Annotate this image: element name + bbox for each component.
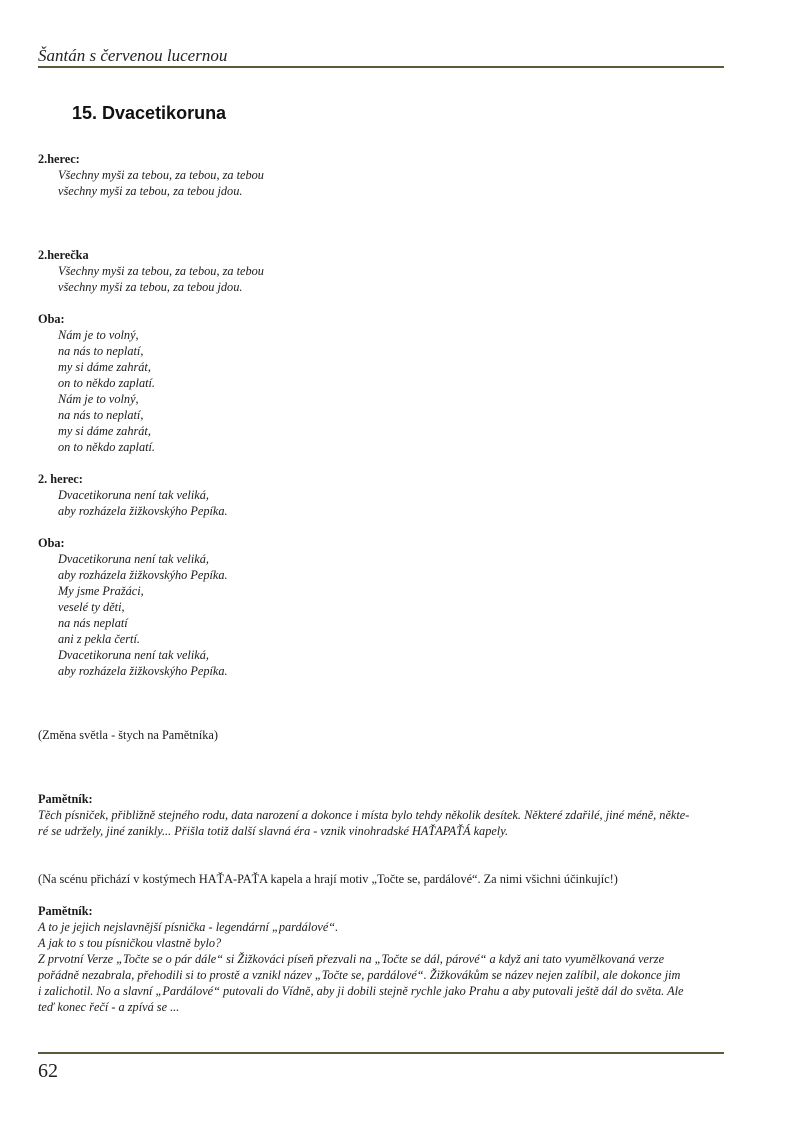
speaker-label: Pamětník: <box>38 904 93 918</box>
verse-line: Všechny myši za tebou, za tebou, za tebou <box>58 264 264 278</box>
spacer <box>38 743 728 791</box>
prose-line: i zalichotil. No a slavní „Pardálové“ putovali do Vídně, aby ji dobili stejně rychle jako Prahu a aby putovali ještě dál do světa. Ale <box>38 984 684 998</box>
verse-line: on to někdo zaplatí. <box>58 440 156 454</box>
verse-line: na nás to neplatí, <box>58 344 144 358</box>
speaker-label: Pamětník: <box>38 792 93 806</box>
verse-line: veselé ty děti, <box>58 600 125 614</box>
prose-line: ré se udržely, jiné zanikly... Přišla totiž další slavná éra - vznik vinohradské HAŤAPAŤÁ kapely. <box>38 824 509 838</box>
prose-line: A jak to s tou písničkou vlastně bylo? <box>38 936 222 950</box>
prose-text <box>38 919 728 1015</box>
running-header-title: Šantán s červenou lucernou <box>38 46 228 65</box>
prose-line: A to je jejich nejslavnější písnička - legendární „pardálové“. <box>38 920 339 934</box>
verse-lines <box>58 263 728 295</box>
verse-line: Nám je to volný, <box>58 392 139 406</box>
dialogue-block-herec2-b <box>38 471 728 519</box>
spacer <box>38 887 728 903</box>
script-content <box>38 151 728 1015</box>
stage-direction: (Změna světla - štych na Pamětníka) <box>38 728 218 742</box>
prose-line: Z prvotní Verze „Točte se o pár dále“ si Žižkováci píseň přezvali na „Točte se dál, párové“ a když ani tato vyumělkovaná verze <box>38 952 665 966</box>
header-divider <box>38 66 724 68</box>
prose-text <box>38 807 728 839</box>
verse-lines <box>58 487 728 519</box>
stage-direction: (Na scénu přichází v kostýmech HAŤA-PAŤA kapela a hrají motiv „Točte se, pardálové“. Za nimi všichni účinkujíc!) <box>38 872 618 886</box>
spacer <box>38 199 728 247</box>
verse-line: Dvacetikoruna není tak veliká, <box>58 488 209 502</box>
spacer <box>38 519 728 535</box>
dialogue-block-herecka2 <box>38 247 728 295</box>
verse-line: všechny myši za tebou, za tebou jdou. <box>58 280 243 294</box>
dialogue-block-herec2-a <box>38 151 728 199</box>
verse-line: Dvacetikoruna není tak veliká, <box>58 648 209 662</box>
speaker-label: Oba: <box>38 312 65 326</box>
verse-line: My jsme Pražáci, <box>58 584 144 598</box>
page-number: 62 <box>38 1060 58 1082</box>
spacer <box>38 455 728 471</box>
spacer <box>38 295 728 311</box>
dialogue-block-oba-a <box>38 311 728 455</box>
verse-line: aby rozházela žižkovskýho Pepíka. <box>58 568 228 582</box>
verse-line: Dvacetikoruna není tak veliká, <box>58 552 209 566</box>
spacer <box>38 679 728 727</box>
verse-line: na nás to neplatí, <box>58 408 144 422</box>
prose-line: teď konec řečí - a zpívá se ... <box>38 1000 180 1014</box>
verse-lines <box>58 167 728 199</box>
dialogue-block-pametnik-b <box>38 903 728 1015</box>
verse-line: všechny myši za tebou, za tebou jdou. <box>58 184 243 198</box>
verse-lines <box>58 327 728 455</box>
verse-line: aby rozházela žižkovskýho Pepíka. <box>58 664 228 678</box>
speaker-label: Oba: <box>38 536 65 550</box>
verse-line: ani z pekla čertí. <box>58 632 140 646</box>
verse-line: na nás neplatí <box>58 616 128 630</box>
footer-divider <box>38 1052 724 1054</box>
chapter-title: 15. Dvacetikoruna <box>72 103 227 123</box>
prose-line: pořádně nezabrala, přehodili si to prostě a vznikl název „Točte se, pardálové“. Žižkovákům se název nejen zalíbil, ale dokonce jim <box>38 968 681 982</box>
verse-line: Všechny myši za tebou, za tebou, za tebou <box>58 168 264 182</box>
spacer <box>38 839 728 871</box>
verse-lines <box>58 551 728 679</box>
speaker-label: 2.herečka <box>38 248 89 262</box>
verse-line: on to někdo zaplatí. <box>58 376 156 390</box>
speaker-label: 2. herec: <box>38 472 83 486</box>
verse-line: aby rozházela žižkovskýho Pepíka. <box>58 504 228 518</box>
dialogue-block-oba-b <box>38 535 728 679</box>
verse-line: my si dáme zahrát, <box>58 424 151 438</box>
verse-line: Nám je to volný, <box>58 328 139 342</box>
prose-line: Těch písniček, přibližně stejného rodu, data narození a dokonce i místa bylo tehdy několik desítek. Některé zdařilé, jiné méně, někte- <box>38 808 690 822</box>
dialogue-block-pametnik-a <box>38 791 728 839</box>
speaker-label: 2.herec: <box>38 152 80 166</box>
verse-line: my si dáme zahrát, <box>58 360 151 374</box>
